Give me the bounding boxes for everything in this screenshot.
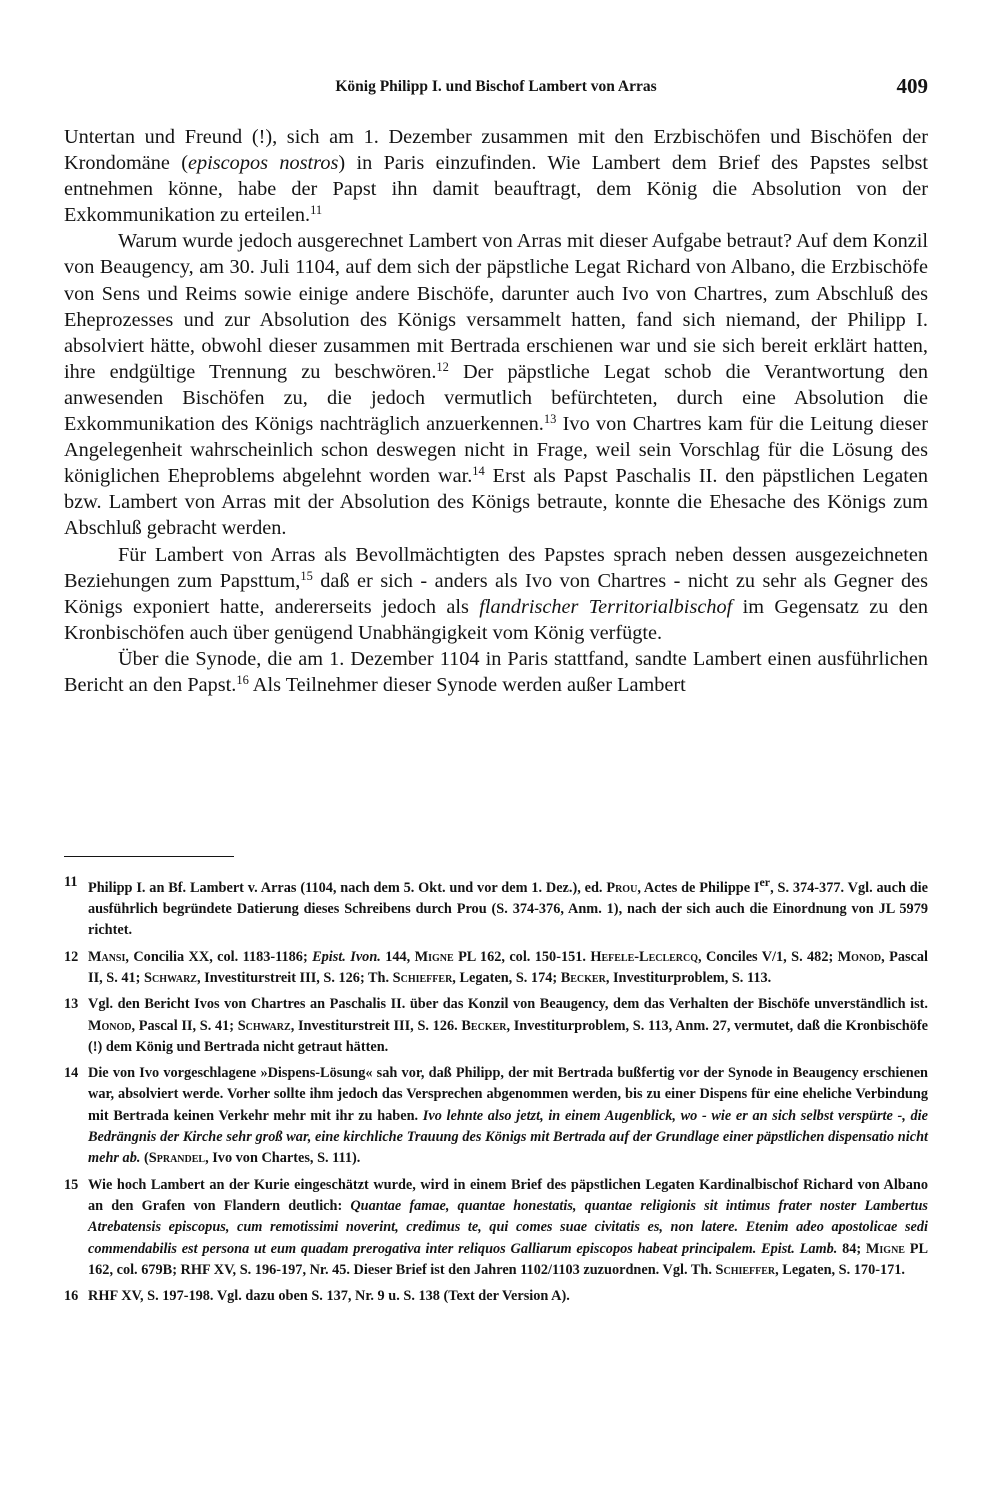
footnote-fragment: RHF XV, S. 197-198. Vgl. dazu oben S. 137, Nr. 9 u. S. 138 (Text der Version A).: [88, 1288, 570, 1305]
superscript: er: [759, 875, 771, 889]
emphasized-term: flandrischer Territorialbischof: [479, 595, 733, 618]
paragraph-text: Der päpstliche Legat schob die Verantwortung den anwesenden Bischöfen zu, die jedoch vermutlich befürchteten, durch eine Absolution die Exkommunikation des Königs nachträglich anzuerkennen.: [64, 360, 929, 436]
paragraph-text: Ivo von Chartres kam für die Leitung dieser Angelegenheit wahrscheinlich schon deswegen nicht in Frage, weil sein Vorschlag für die Lösung des königlichen Eheproblems abgelehnt worden war.: [64, 413, 929, 488]
latin-phrase: episcopos nostros: [188, 152, 339, 175]
quotation: Ivo lehnte also jetzt, in einem Augenblick, wo - wie er an sich selbst verspürte -, die Bedrängnis der Kirche sehr groß war, eine kirchliche Trauung des Königs mit Bertrada auf der Grundlage einer päpstlichen dispensatio nicht mehr ab.: [88, 1107, 929, 1167]
paragraph-text: Für Lambert von Arras als Bevollmächtigten des Papstes sprach neben dessen ausgezeichneten Beziehungen zum Papsttum,: [64, 543, 928, 592]
footnote-reference: 15: [300, 568, 313, 583]
footnote-fragment: , Pascal II, S. 41;: [88, 948, 928, 986]
paragraph-text: Warum wurde jedoch ausgerechnet Lambert von Arras mit dieser Aufgabe betraut? Auf dem Konzil von Beaugency, am 30. Juli 1104, auf dem sich der päpstliche Legat Richard von Albano, die Erzbischöfe von Sens und Reims sowie einige andere Bischöfe, darunter auch Ivo von Chartres, zum Abschluß des Eheprozesses und zur Absolution des Königs versammelt hatten, fand sich niemand, der Philipp I. absolviert hätte, obwohl dieser zusammen mit Bertrada erschienen war und sie sich bereit erklärt hatten, ihre endgültige Trennung zu beschwören.: [64, 230, 928, 383]
footnote-text: [88, 1286, 928, 1307]
author-name: Schwarz: [144, 969, 197, 986]
footnote-reference: 16: [236, 672, 249, 687]
paragraph-3: [64, 542, 928, 646]
paragraph-text: Als Teilnehmer dieser Synode werden außer Lambert: [248, 673, 686, 696]
footnote-fragment: , Pascal II, S. 41;: [131, 1017, 238, 1034]
footnote-reference: 13: [543, 412, 557, 427]
author-name: Becker: [461, 1017, 507, 1034]
author-name: Monod: [837, 948, 882, 965]
footnote-fragment: , Ivo von Chartes, S. 111).: [205, 1150, 361, 1167]
footnote-fragment: , Investiturproblem, S. 113, Anm. 27, vermutet, daß die Kronbischöfe (!) dem König und Bertrada nicht getraut hätten.: [88, 1017, 928, 1055]
author-name: Hefele-Leclercq: [590, 948, 699, 965]
footnote-number: 15: [64, 1176, 79, 1193]
footnote-number: 13: [64, 996, 79, 1013]
author-name: Schwarz: [237, 1017, 291, 1034]
footnote-number: 14: [64, 1065, 79, 1082]
footnote-fragment: , S. 374-377. Vgl. auch die ausführlich begründete Datierung dieses Schreibens durch Prou (S. 374-376, Anm. 1), nach der sich auch die Einordnung von JL 5979 richtet.: [88, 879, 929, 939]
paragraph-text: ) in Paris einzufinden. Wie Lambert dem Brief des Papstes selbst entnehmen könne, habe der Papst ihn damit beauftragt, dem König die Absolution von der Exkommunikation zu erteilen.: [64, 152, 928, 227]
footnote-fragment: (: [140, 1150, 149, 1167]
author-name: Migne: [414, 948, 454, 965]
footnote-number: 16: [64, 1288, 79, 1305]
footnote-12: [64, 947, 928, 990]
author-name: Becker: [560, 969, 606, 986]
author-name: Schieffer: [392, 969, 453, 986]
footnote-14: [64, 1063, 928, 1169]
footnote-11: [64, 872, 928, 942]
paragraph-text: Untertan und Freund (!), sich am 1. Dezember zusammen mit den Erzbischöfen und Bischöfen der Krondomäne (: [64, 126, 928, 175]
footnote-fragment: Wie hoch Lambert an der Kurie eingeschätzt wurde, wird in einem Brief des päpstlichen Legaten Kardinalbischof Richard von Albano an den Grafen von Flandern deutlich:: [88, 1176, 928, 1214]
footnote-fragment: , Conciles V/1, S. 482;: [698, 948, 838, 965]
footnote-15: [64, 1175, 928, 1281]
footnote-separator: [64, 856, 234, 857]
paragraph-text: Erst als Papst Paschalis II. den päpstlichen Legaten bzw. Lambert von Arras mit der Absolution des Königs betraute, konnte die Ehesache des Königs zum Abschluß gebracht werden.: [64, 465, 928, 540]
author-name: Prou: [606, 879, 638, 896]
footnote-fragment: , Legaten, S. 174;: [452, 969, 561, 986]
paragraph-4: [64, 646, 928, 698]
footnote-fragment: , Legaten, S. 170-171.: [775, 1261, 905, 1278]
footnote-fragment: 84;: [837, 1240, 866, 1257]
footnote-fragment: Philipp I. an Bf. Lambert v. Arras (1104, nach dem 5. Okt. und vor dem 1. Dez.), ed.: [88, 879, 607, 896]
footnote-reference: 14: [472, 464, 485, 479]
author-name: Monod: [88, 1017, 132, 1034]
running-head-title: König Philipp I. und Bischof Lambert von Arras: [335, 78, 657, 95]
footnote-text: [88, 1175, 928, 1281]
footnote-fragment: , Investiturproblem, S. 113.: [605, 969, 772, 986]
paragraph-text: daß er sich - anders als Ivo von Chartres - nicht zu sehr als Gegner des Königs exponiert hatte, andererseits jedoch als: [64, 569, 928, 618]
footnote-fragment: Vgl. den Bericht Ivos von Chartres an Paschalis II. über das Konzil von Beaugency, dem das Verhalten der Bischöfe unverständlich ist.: [88, 996, 928, 1013]
paragraph-text: im Gegensatz zu den Kronbischöfen auch über genügend Unabhängigkeit vom König verfügte.: [64, 595, 928, 644]
footnote-16: [64, 1286, 928, 1307]
footnote-number: 12: [64, 948, 79, 965]
footnote-fragment: , Actes de Philippe I: [637, 879, 760, 896]
source-title: Epist. Ivon.: [312, 948, 381, 965]
latin-quotation: Quantae famae, quantae honestatis, quantae religionis sit intimus frater noster Lambertus Atrebatensis episcopus, cum remotissimi noverint, credimus te, qui comes suae civitatis es, non latere. Etenim adeo apostolicae sedi commendabilis est persona ut eum quadam prerogativa inter reliquos Galliarum episcopos habeat principalem. Epist. Lamb.: [88, 1197, 928, 1257]
footnotes: [64, 872, 928, 1312]
footnote-text: [88, 994, 928, 1058]
paragraph-1: [64, 124, 928, 228]
paragraph-2: [64, 228, 928, 541]
author-name: Schieffer: [715, 1261, 776, 1278]
main-text: [64, 124, 928, 698]
footnote-fragment: , Investiturstreit III, S. 126; Th.: [196, 969, 393, 986]
footnote-reference: 12: [436, 359, 449, 374]
page-number: 409: [896, 74, 928, 98]
footnote-fragment: 144,: [380, 948, 415, 965]
footnote-text: [88, 872, 928, 942]
running-head: [64, 74, 928, 104]
author-name: Sprandel: [148, 1150, 206, 1167]
footnote-fragment: , Investiturstreit III, S. 126.: [290, 1017, 462, 1034]
footnote-number: 11: [64, 874, 78, 890]
footnote-fragment: , Concilia XX, col. 1183-1186;: [125, 948, 313, 965]
footnote-fragment: PL 162, col. 679B; RHF XV, S. 196-197, Nr. 45. Dieser Brief ist den Jahren 1102/1103 zuzuordnen. Vgl. Th.: [88, 1240, 928, 1278]
paragraph-text: Über die Synode, die am 1. Dezember 1104 in Paris stattfand, sandte Lambert einen ausführlichen Bericht an den Papst.: [64, 647, 928, 696]
footnote-fragment: PL 162, col. 150-151.: [453, 948, 591, 965]
footnote-text: [88, 947, 928, 990]
author-name: Migne: [865, 1240, 905, 1257]
footnote-reference: 11: [310, 203, 323, 218]
author-name: Mansi: [88, 948, 126, 965]
footnote-text: [88, 1063, 928, 1169]
footnote-fragment: Die von Ivo vorgeschlagene »Dispens-Lösung« sah vor, daß Philipp, der mit Bertrada bußfertig vor der Synode in Beaugency erschienen war, absolviert werde. Vorher sollte ihm jedoch das Versprechen abgenommen werden, bis zu einer Dispens für eine eheliche Verbindung mit Bertrada keinen Verkehr mehr mit ihr zu haben.: [88, 1065, 928, 1124]
footnote-13: [64, 994, 928, 1058]
